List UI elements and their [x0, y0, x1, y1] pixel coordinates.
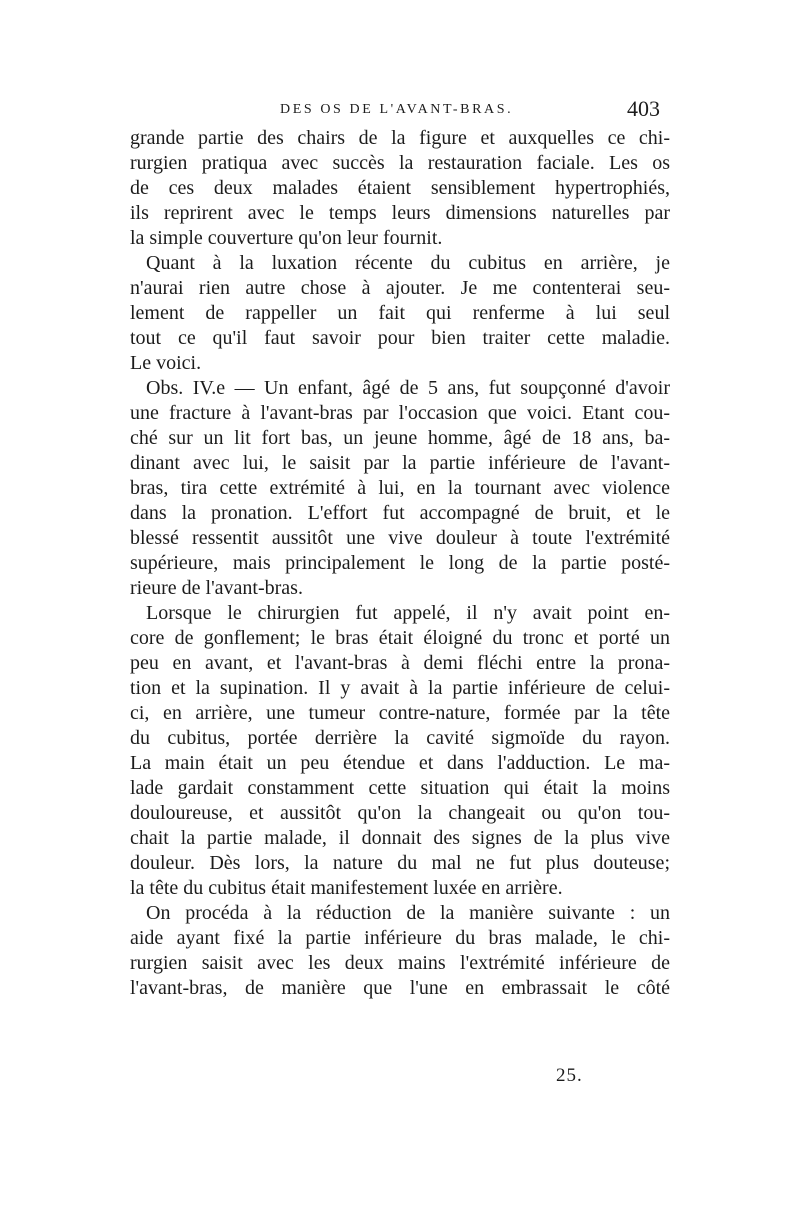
- page-footer: [130, 1065, 670, 1095]
- text-line: dans la pronation. L'effort fut accompagné de bruit, et le: [130, 502, 670, 524]
- text-line: tion et la supination. Il y avait à la partie inférieure de celui-: [130, 677, 670, 699]
- text-line: aide ayant fixé la partie inférieure du bras malade, le chi-: [130, 927, 670, 949]
- text-line: douloureuse, et aussitôt qu'on la changeait ou qu'on tou-: [130, 802, 670, 824]
- text-line: ils reprirent avec le temps leurs dimensions naturelles par: [130, 202, 670, 224]
- text-line: dinant avec lui, le saisit par la partie inférieure de l'avant-: [130, 452, 670, 474]
- text-line: supérieure, mais principalement le long de la partie posté-: [130, 552, 670, 574]
- text-line: lade gardait constamment cette situation qui était la moins: [130, 777, 670, 799]
- page-header: [130, 98, 670, 126]
- text-line: grande partie des chairs de la figure et auxquelles ce chi-: [130, 127, 670, 149]
- body-text: [130, 126, 670, 1001]
- text-line: La main était un peu étendue et dans l'adduction. Le ma-: [130, 752, 670, 774]
- text-line: ci, en arrière, une tumeur contre-nature, formée par la tête: [130, 702, 670, 724]
- signature-mark: 25.: [556, 1065, 583, 1086]
- text-line: rieure de l'avant-bras.: [130, 577, 303, 599]
- text-line: rurgien pratiqua avec succès la restauration faciale. Les os: [130, 152, 670, 174]
- text-line: peu en avant, et l'avant-bras à demi fléchi entre la prona-: [130, 652, 670, 674]
- text-line: On procéda à la réduction de la manière suivante : un: [146, 902, 670, 924]
- text-line: core de gonflement; le bras était éloigné du tronc et porté un: [130, 627, 670, 649]
- text-line: une fracture à l'avant-bras par l'occasion que voici. Etant cou-: [130, 402, 670, 424]
- text-line: la tête du cubitus était manifestement luxée en arrière.: [130, 877, 563, 899]
- text-line: n'aurai rien autre chose à ajouter. Je me contenterai seu-: [130, 277, 670, 299]
- text-line: blessé ressentit aussitôt une vive douleur à toute l'extrémité: [130, 527, 670, 549]
- text-line: l'avant-bras, de manière que l'une en embrassait le côté: [130, 977, 670, 999]
- page-number: 403: [627, 96, 660, 121]
- text-line: tout ce qu'il faut savoir pour bien traiter cette maladie.: [130, 327, 670, 349]
- running-title: DES OS DE L'AVANT-BRAS.: [280, 102, 514, 117]
- text-line: Lorsque le chirurgien fut appelé, il n'y avait point en-: [146, 602, 670, 624]
- text-line: Quant à la luxation récente du cubitus en arrière, je: [146, 252, 670, 274]
- text-line: de ces deux malades étaient sensiblement hypertrophiés,: [130, 177, 670, 199]
- text-line: chait la partie malade, il donnait des signes de la plus vive: [130, 827, 670, 849]
- text-line: Le voici.: [130, 352, 202, 374]
- text-line: ché sur un lit fort bas, un jeune homme, âgé de 18 ans, ba-: [130, 427, 670, 449]
- text-line: douleur. Dès lors, la nature du mal ne fut plus douteuse;: [130, 852, 670, 874]
- text-line: Obs. IV.e — Un enfant, âgé de 5 ans, fut soupçonné d'avoir: [146, 377, 670, 399]
- text-line: du cubitus, portée derrière la cavité sigmoïde du rayon.: [130, 727, 670, 749]
- text-line: rurgien saisit avec les deux mains l'extrémité inférieure de: [130, 952, 670, 974]
- text-line: la simple couverture qu'on leur fournit.: [130, 227, 443, 249]
- text-line: bras, tira cette extrémité à lui, en la tournant avec violence: [130, 477, 670, 499]
- text-line: lement de rappeller un fait qui renferme à lui seul: [130, 302, 670, 324]
